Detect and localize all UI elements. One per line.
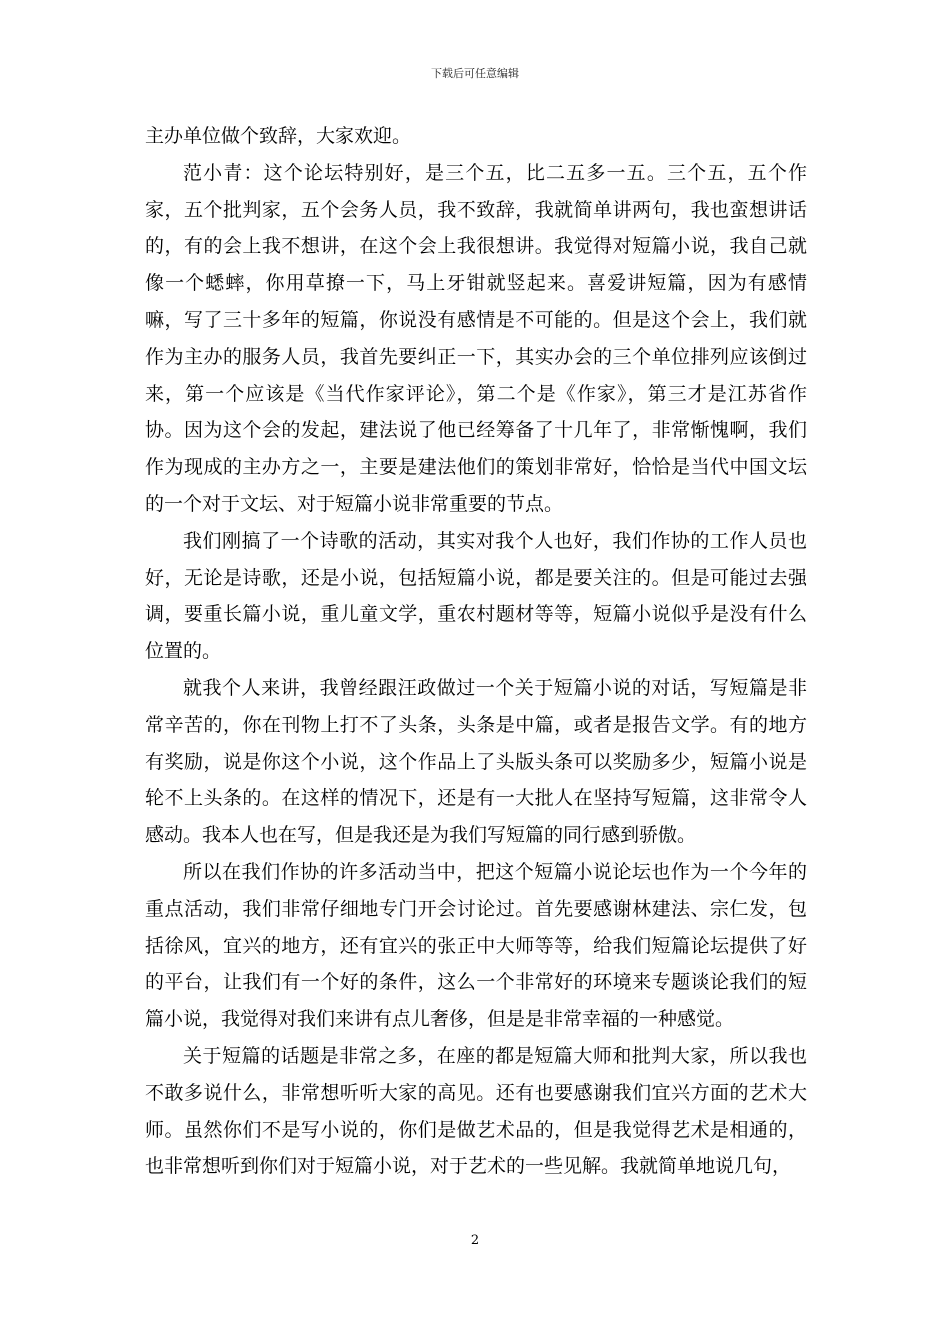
paragraph-5: 所以在我们作协的许多活动当中，把这个短篇小说论坛也作为一个今年的重点活动，我们非常仔细地专门开会讨论过。首先要感谢林建法、宗仁发，包括徐风，宜兴的地方，还有宜兴的张正中大师等等，给我们短篇论坛提供了好的平台，让我们有一个好的条件，这么一个非常好的环境来专题谈论我们的短篇小说，我觉得对我们来讲有点儿奢侈，但是是非常幸福的一种感觉。: [145, 860, 807, 1031]
paragraph-4: 就我个人来讲，我曾经跟汪政做过一个关于短篇小说的对话，写短篇是非常辛苦的，你在刊物上打不了头条，头条是中篇，或者是报告文学。有的地方有奖励，说是你这个小说，这个作品上了头版头条可以奖励多少，短篇小说是轮不上头条的。在这样的情况下，还是有一大批人在坚持写短篇，这非常令人感动。我本人也在写，但是我还是为我们写短篇的同行感到骄傲。: [145, 676, 807, 847]
page-number: 2: [470, 1233, 480, 1248]
paragraph-2: 范小青：这个论坛特别好，是三个五，比二五多一五。三个五，五个作家，五个批判家，五个会务人员，我不致辞，我就简单讲两句，我也蛮想讲话的，有的会上我不想讲，在这个会上我很想讲。我觉得对短篇小说，我自己就像一个蟋蟀，你用草撩一下，马上牙钳就竖起来。喜爱讲短篇，因为有感情嘛，写了三十多年的短篇，你说没有感情是不可能的。但是这个会上，我们就作为主办的服务人员，我首先要纠正一下，其实办会的三个单位排列应该倒过来，第一个应该是《当代作家评论》，第二个是《作家》，第三才是江苏省作协。因为这个会的发起，建法说了他已经筹备了十几年了，非常惭愧啊，我们作为现成的主办方之一，主要是建法他们的策划非常好，恰恰是当代中国文坛的一个对于文坛、对于短篇小说非常重要的节点。: [145, 161, 807, 515]
paragraph-1: 主办单位做个致辞，大家欢迎。: [145, 125, 412, 147]
page-header: 下载后可任意编辑: [431, 67, 519, 80]
document-body: [145, 118, 807, 1185]
paragraph-6: 关于短篇的话题是非常之多，在座的都是短篇大师和批判大家，所以我也不敢多说什么，非常想听听大家的高见。还有也要感谢我们宜兴方面的艺术大师。虽然你们不是写小说的，你们是做艺术品的，但是我觉得艺术是相通的，也非常想听到你们对于短篇小说，对于艺术的一些见解。我就简单地说几句，: [145, 1044, 807, 1178]
paragraph-3: 我们刚搞了一个诗歌的活动，其实对我个人也好，我们作协的工作人员也好，无论是诗歌，还是小说，包括短篇小说，都是要关注的。但是可能过去强调，要重长篇小说，重儿童文学，重农村题材等等，短篇小说似乎是没有什么位置的。: [145, 529, 807, 663]
